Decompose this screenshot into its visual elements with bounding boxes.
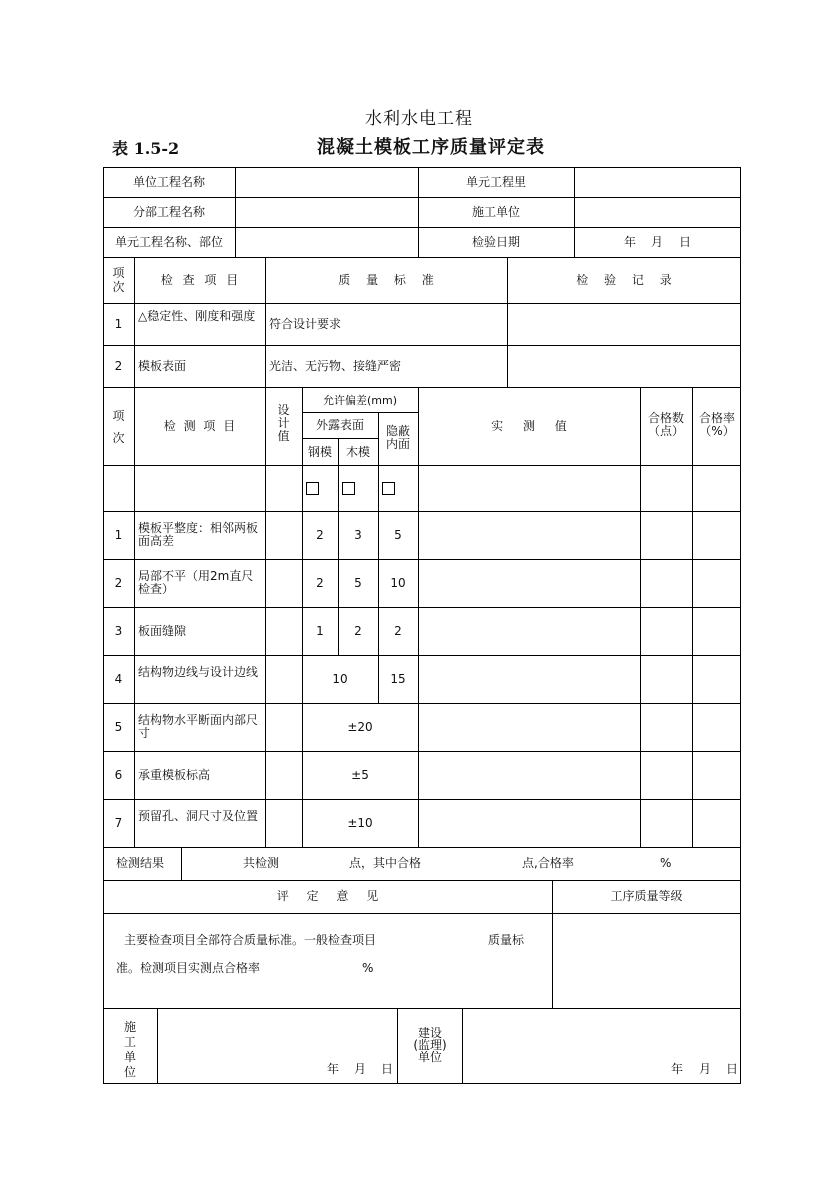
construction-unit-sign-label: 施工单位: [123, 1020, 136, 1079]
check-row-standard: 符合设计要求: [269, 317, 342, 331]
measure-row-wood: 2: [354, 624, 362, 638]
result-label: 检测结果: [116, 856, 165, 870]
measure-row-item: 结构物边线与设计边线: [138, 665, 259, 679]
result-pass-rate-text: 点,合格率: [522, 856, 574, 870]
measure-row-item: 局部不平（用2m直尺检查）: [138, 569, 254, 596]
unit-element-count-label: 单元工程里: [465, 175, 526, 189]
measure-row-no: 2: [114, 576, 123, 590]
result-total-text: 共检测: [243, 856, 280, 870]
measure-row-wood: 3: [354, 528, 362, 542]
measure-row-tolerance: ±5: [351, 768, 369, 782]
measure-col-design: 设计值: [277, 403, 290, 443]
measure-row-no: 6: [114, 768, 123, 782]
measure-col-wood: 木模: [345, 445, 370, 459]
opinion-line-2-percent: %: [362, 961, 374, 975]
page-title: 混凝土模板工序质量评定表: [317, 137, 545, 158]
measure-row-hidden: 5: [394, 528, 402, 542]
opinion-line-1: 主要检查项目全部符合质量标准。一般检查项目: [124, 933, 377, 947]
measure-col-measured: 实 测 值: [491, 419, 567, 433]
result-percent: %: [660, 856, 672, 870]
result-pass-points-text: 点，其中合格: [349, 856, 422, 870]
measure-col-item-no: 项次: [112, 409, 125, 445]
measure-col-pass-count: 合格数（点）: [647, 411, 684, 438]
measure-row-item: 承重模板标高: [138, 768, 211, 782]
construction-unit-label: 施工单位: [471, 205, 520, 219]
opinion-line-1-end: 质量标: [488, 933, 525, 947]
measure-row-no: 4: [114, 672, 123, 686]
measure-row-steel: 1: [316, 624, 324, 638]
measure-row-tolerance: ±20: [347, 720, 373, 734]
opinion-line-2: 准。检测项目实测点合格率: [116, 961, 261, 975]
sign-date-day: 日: [381, 1062, 394, 1076]
date-year: 年: [624, 235, 637, 249]
sign-date-month: 月: [354, 1062, 367, 1076]
opinion-label: 评 定 意 见: [276, 889, 379, 903]
measure-row-no: 7: [114, 816, 123, 830]
measure-row-hidden: 10: [390, 576, 406, 590]
element-name-label: 单元工程名称、部位: [114, 235, 223, 249]
measure-row-item: 结构物水平断面内部尺寸: [138, 713, 259, 740]
measure-row-exposed: 10: [332, 672, 348, 686]
document-subtitle: 水利水电工程: [365, 109, 473, 129]
steel-mold-checkbox[interactable]: [306, 482, 319, 495]
check-row-no: 2: [114, 359, 123, 373]
supervisor-unit-label-3: 单位: [417, 1050, 442, 1064]
wood-mold-checkbox[interactable]: [342, 482, 355, 495]
hidden-surface-checkbox[interactable]: [382, 482, 395, 495]
check-col-standard: 质 量 标 准: [338, 273, 434, 287]
measure-row-hidden: 2: [394, 624, 402, 638]
measure-row-tolerance: ±10: [347, 816, 373, 830]
measure-row-item: 预留孔、洞尺寸及位置: [138, 809, 259, 823]
measure-col-tolerance: 允许偏差(mm): [322, 394, 397, 407]
check-row-standard: 光洁、无污物、接缝严密: [269, 359, 402, 373]
measure-row-item: 模板平整度：相邻两板面高差: [138, 521, 259, 548]
check-col-record: 检 验 记 录: [576, 273, 672, 287]
sign2-date-month: 月: [699, 1062, 712, 1076]
supervisor-unit-label-2: (监理): [413, 1038, 447, 1052]
measure-row-hidden: 15: [390, 672, 406, 686]
measure-col-pass-rate: 合格率（%）: [698, 411, 735, 438]
grade-label: 工序质量等级: [610, 889, 683, 903]
check-col-item-no: 项次: [112, 266, 125, 294]
measure-row-no: 3: [114, 624, 123, 638]
division-project-label: 分部工程名称: [132, 205, 205, 219]
table-number: 表 1.5-2: [112, 139, 180, 158]
measure-col-steel: 钢模: [307, 445, 332, 459]
sign-date-year: 年: [327, 1062, 340, 1076]
sign2-date-day: 日: [726, 1062, 739, 1076]
check-row-item: 模板表面: [138, 359, 187, 373]
measure-row-wood: 5: [354, 576, 362, 590]
inspection-date-label: 检验日期: [471, 235, 520, 249]
measure-row-no: 1: [114, 528, 123, 542]
measure-row-steel: 2: [316, 528, 324, 542]
measure-col-exposed: 外露表面: [315, 418, 364, 432]
measure-col-item: 检 测 项 目: [163, 419, 236, 433]
measure-row-item: 板面缝隙: [138, 624, 187, 638]
measure-col-hidden: 隐蔽内面: [385, 424, 410, 451]
measure-row-no: 5: [114, 720, 123, 734]
sign2-date-year: 年: [671, 1062, 684, 1076]
date-month: 月: [651, 235, 664, 249]
check-row-no: 1: [114, 317, 123, 331]
unit-project-label: 单位工程名称: [132, 175, 205, 189]
measure-row-steel: 2: [316, 576, 324, 590]
supervisor-unit-label-1: 建设: [417, 1026, 442, 1040]
date-day: 日: [679, 235, 692, 249]
check-col-item: 检 查 项 目: [160, 273, 239, 287]
check-row-item: △稳定性、刚度和强度: [138, 309, 256, 323]
